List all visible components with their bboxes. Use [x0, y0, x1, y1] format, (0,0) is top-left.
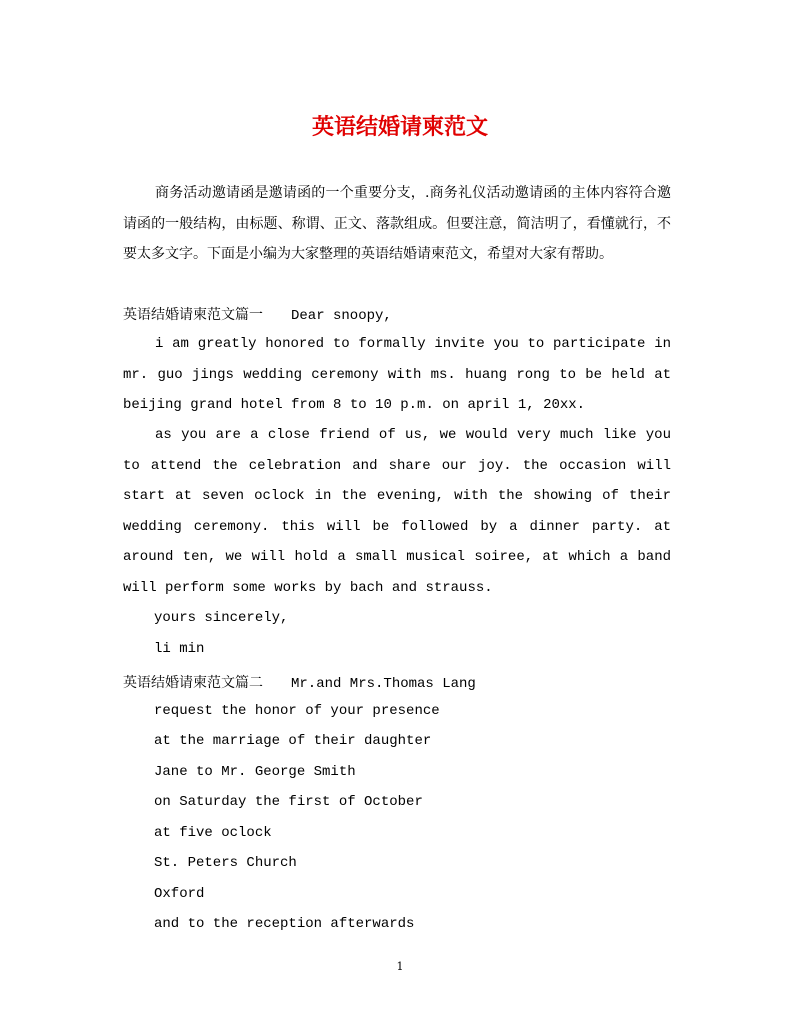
invite-line: St. Peters Church [154, 855, 297, 871]
section1-paragraph-2: as you are a close friend of us, we would very much like you to attend the celebration and share our joy. the occasion will start at seven oclock in the evening, with the showing of their wedding ceremony. this will be followed by a dinner party. at around ten, we will hold a small musical soiree, at which a band will perform some works by bach and strauss. [123, 427, 671, 596]
section2-heading: 英语结婚请柬范文篇二 [123, 675, 263, 691]
invite-line: and to the reception afterwards [154, 916, 415, 932]
section1-salutation: Dear snoopy, [291, 308, 392, 324]
invite-line: at five oclock [154, 825, 272, 841]
page-number: 1 [396, 960, 404, 973]
section2-hosts: Mr.and Mrs.Thomas Lang [291, 676, 476, 692]
section1-heading: 英语结婚请柬范文篇一 [123, 307, 263, 323]
invite-line: Jane to Mr. George Smith [154, 764, 356, 780]
section2-heading-line [123, 672, 476, 692]
section1-paragraph-1: i am greatly honored to formally invite you to participate in mr. guo jings wedding ceremony with ms. huang rong to be held at beijing grand hotel from 8 to 10 p.m. on april 1, 20xx. [123, 336, 671, 414]
invite-line: on Saturday the first of October [154, 794, 423, 810]
section1-heading-line [123, 304, 392, 324]
invite-line: Oxford [154, 886, 205, 902]
invite-line: at the marriage of their daughter [154, 733, 432, 749]
section1-closing: yours sincerely, [154, 610, 289, 626]
invite-line: request the honor of your presence [154, 703, 440, 719]
document-title: 英语结婚请柬范文 [311, 114, 488, 140]
section1-signature: li min [154, 641, 205, 657]
intro-paragraph: 商务活动邀请函是邀请函的一个重要分支，.商务礼仪活动邀请函的主体内容符合邀请函的一般结构，由标题、称谓、正文、落款组成。但要注意，简洁明了，看懂就行，不要太多文字。下面是小编为大家整理的英语结婚请柬范文，希望对大家有帮助。 [123, 185, 671, 263]
